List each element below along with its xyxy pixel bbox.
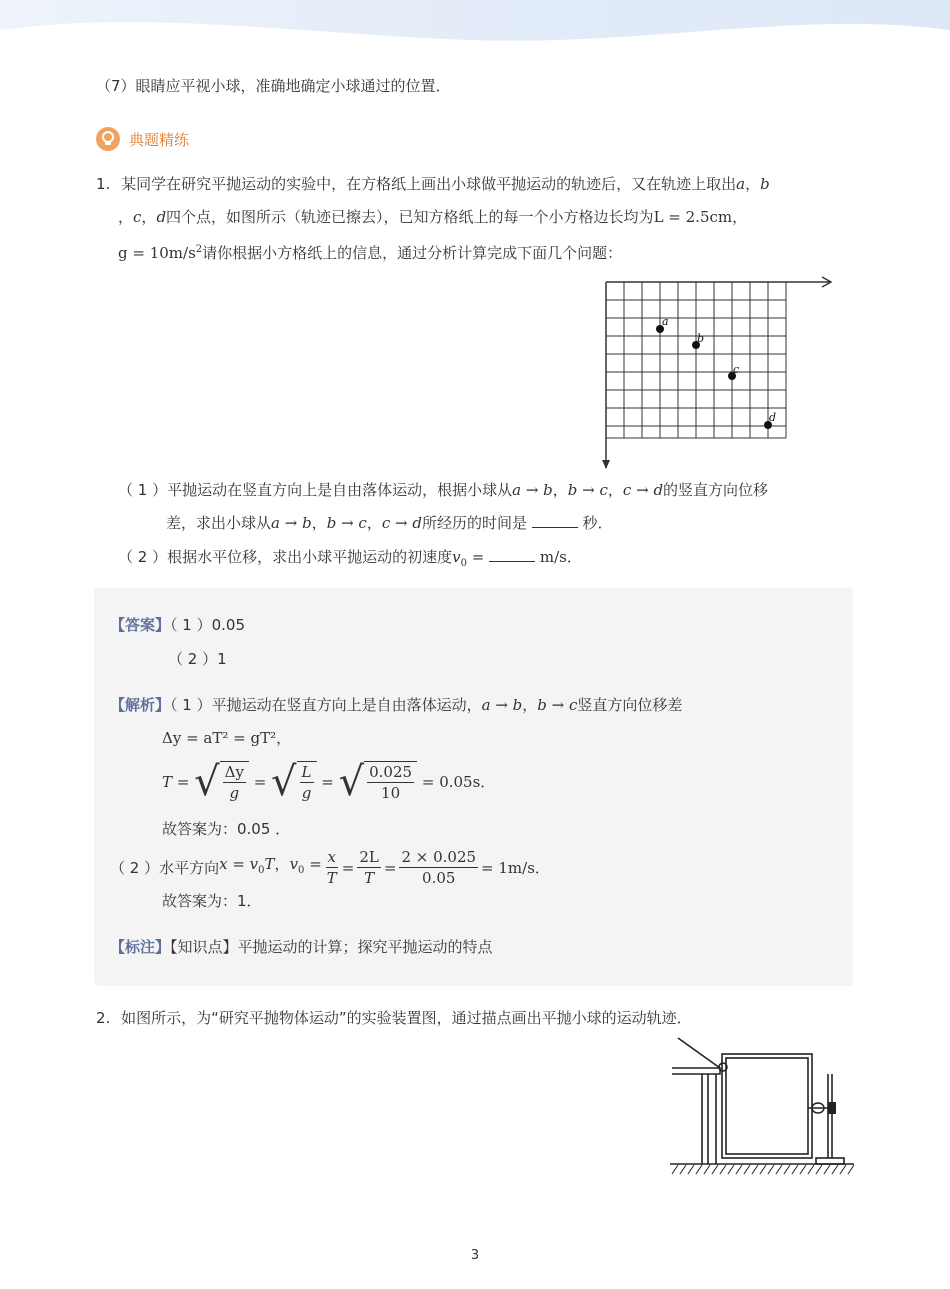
answer-blank[interactable] — [489, 548, 535, 562]
frac-den: 0.05 — [422, 869, 456, 887]
frac-den: 10 — [381, 784, 401, 802]
page-number: 3 — [470, 1248, 480, 1263]
frac-den: g — [229, 784, 240, 802]
frac-num: 0.025 — [369, 763, 413, 781]
analysis-text: （ 2 ）水平方向 — [110, 858, 220, 877]
note-text: 【知识点】平抛运动的计算；探究平抛运动的特点 — [170, 938, 493, 956]
sub-question-1-line-1: （ 1 ）平抛运动在竖直方向上是自由落体运动，根据小球从a → b，b → c，c → d的竖直方向位移 — [118, 481, 769, 499]
grid-size-value: L = 2.5cm — [653, 208, 733, 226]
header-wave-decoration — [0, 0, 950, 48]
question-1-line-1: 1. 某同学在研究平抛运动的实验中，在方格纸上画出小球做平抛运动的轨迹后，又在轨迹上取出a，b — [96, 175, 770, 193]
sub-question-1-line-2: 差，求出小球从a → b，b → c，c → d所经历的时间是 秒． — [166, 514, 613, 532]
frac-num: Δy — [224, 763, 244, 781]
question-number: 2. — [96, 1009, 111, 1027]
question-number: 1. — [96, 175, 111, 193]
apparatus-figure — [668, 1034, 856, 1178]
answer-1: （ 1 ）0.05 — [170, 616, 245, 634]
analysis-text: 竖直方向位移差 — [577, 696, 683, 714]
answer-2: （ 2 ）1 — [168, 650, 227, 668]
question-text: 某同学在研究平抛运动的实验中，在方格纸上画出小球做平抛运动的轨迹后，又在轨迹上取出 — [121, 175, 737, 193]
unit-text: m/s． — [539, 548, 582, 566]
question-text: 请你根据小方格纸上的信息，通过分析计算完成下面几个问题： — [202, 244, 623, 262]
analysis-text: （ 1 ）平抛运动在竖直方向上是自由落体运动， — [170, 696, 482, 714]
sub-question-text: （ 2 ）根据水平位移，求出小球平抛运动的初速度 — [118, 548, 453, 566]
question-text: 四个点，如图所示（轨迹已擦去），已知方格纸上的每一个小方格边长均为 — [166, 208, 654, 226]
question-1-line-2: ，c，d四个点，如图所示（轨迹已擦去），已知方格纸上的每一个小方格边长均为L = 2.5cm， — [118, 208, 748, 226]
label-b: b — [697, 332, 705, 345]
sub-question-text: 差，求出小球从 — [166, 514, 272, 532]
lightbulb-icon — [96, 127, 120, 151]
question-1-line-3: $g = 10m/s^2$请你根据小方格纸上的信息，通过分析计算完成下面几个问题： — [118, 244, 623, 262]
frac-den: g — [301, 784, 312, 802]
frac-num: 2 × 0.025 — [401, 848, 477, 866]
label-d: d — [769, 411, 777, 424]
frac-den: T — [364, 869, 375, 887]
analysis-tag: 【解析】 — [110, 696, 171, 714]
equation-T: T = √ $\frac{\Delta y}{g}$ = √ $\frac{L}{g}$ = √ $\frac{0.025}{10}$ = 0.05s． — [162, 754, 495, 810]
sub-question-text: （ 1 ）平抛运动在竖直方向上是自由落体运动，根据小球从 — [118, 481, 513, 499]
equation-result: = 0.05s． — [421, 773, 496, 791]
question-text: 如图所示，为“研究平抛物体运动”的实验装置图，通过描点画出平抛小球的运动轨迹． — [121, 1009, 692, 1027]
equation-result: = 1m/s． — [481, 858, 550, 877]
answer-summary-1: 故答案为：0.05 ． — [162, 820, 291, 838]
note-line — [110, 937, 493, 957]
answer-tag: 【答案】 — [110, 616, 171, 634]
unit-text: 秒． — [582, 514, 613, 532]
analysis-line-1: 【解析】（ 1 ）平抛运动在竖直方向上是自由落体运动，a → b，b → c竖直方向位移差 — [110, 696, 683, 714]
equation-delta-y: Δy = aT² = gT²， — [162, 729, 292, 747]
label-a: a — [662, 315, 669, 328]
label-c: c — [733, 363, 740, 376]
question-2 — [96, 1008, 692, 1028]
sub-question-2: （ 2 ）根据水平位移，求出小球平抛运动的初速度$v_0 = m/s$． — [118, 548, 582, 569]
answer-line-1 — [110, 615, 245, 635]
sub-question-text: 所经历的时间是 — [421, 514, 527, 532]
frac-den: T — [326, 869, 337, 887]
answer-blank[interactable] — [532, 514, 578, 528]
analysis-part-2: （ 2 ）水平方向 $x = v_0T$，$v_0$ = $\frac{x}{T}$ = $\frac{2L}{T}$ = $\frac{2 \times 0.025}{0.05}$ = 1m/s． — [110, 840, 550, 895]
frac-num: 2L — [359, 848, 379, 866]
answer-summary-2: 故答案为：1． — [162, 892, 262, 910]
step-7-text: （7）眼睛应平视小球，准确地确定小球通过的位置． — [96, 77, 451, 95]
gravity-value: g = 10m/s — [118, 244, 196, 262]
grid-trajectory-figure — [600, 272, 840, 472]
note-tag: 【标注】 — [110, 938, 171, 956]
section-title: 典题精练 — [129, 131, 190, 149]
frac-num: L — [301, 763, 312, 781]
sub-question-text: 的竖直方向位移 — [663, 481, 769, 499]
frac-num: x — [327, 848, 336, 866]
